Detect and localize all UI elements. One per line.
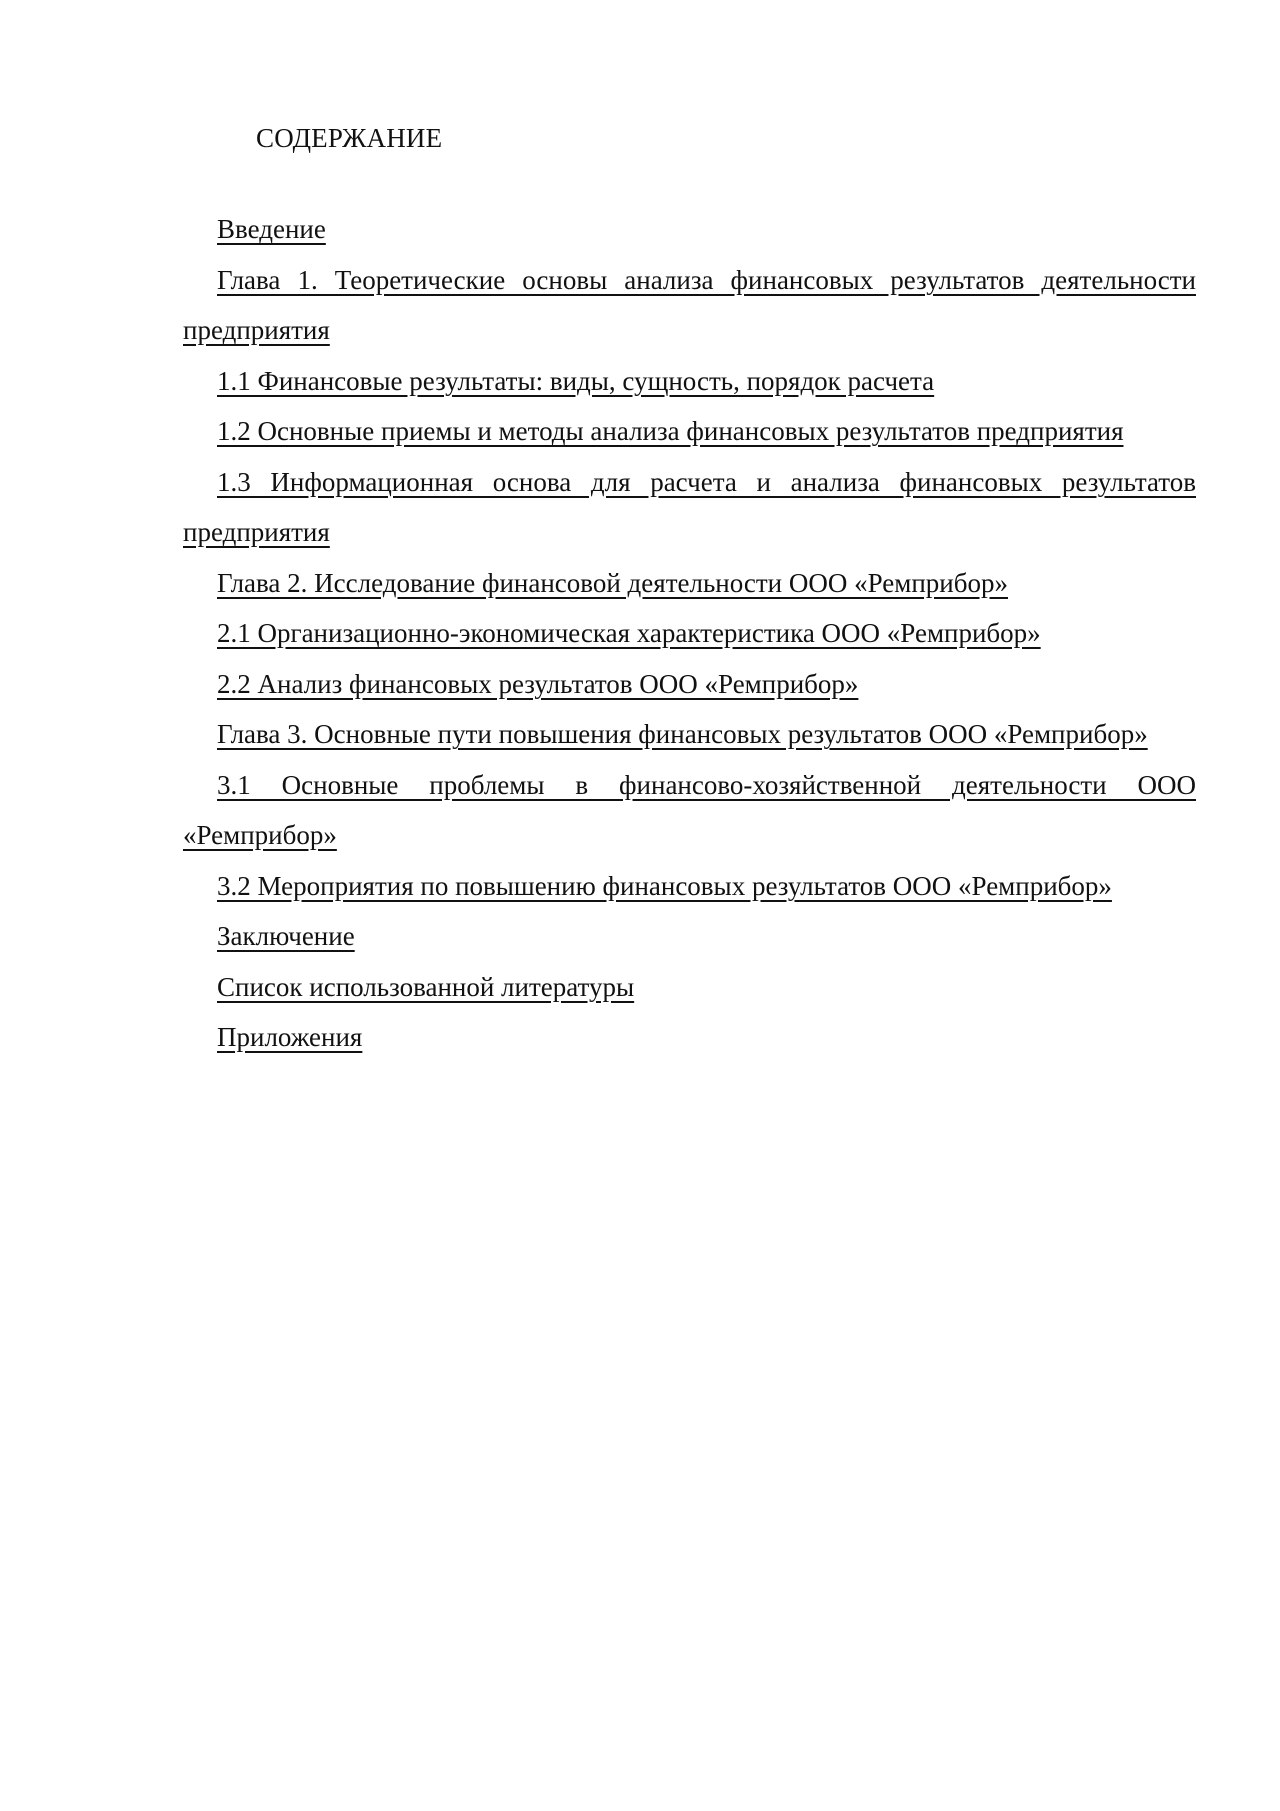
table-of-contents — [183, 204, 1196, 1063]
toc-item-introduction — [183, 204, 1196, 255]
toc-item-conclusion — [183, 911, 1196, 962]
toc-link-conclusion[interactable]: Заключение — [217, 921, 355, 951]
toc-link-introduction[interactable]: Введение — [217, 214, 326, 244]
toc-link-appendices[interactable]: Приложения — [217, 1022, 363, 1052]
toc-item-section-1-3 — [183, 457, 1196, 558]
toc-title: СОДЕРЖАНИЕ — [256, 123, 443, 153]
toc-link-section-2-2[interactable]: 2.2 Анализ финансовых результатов ООО «Ремприбор» — [217, 668, 859, 699]
toc-item-section-3-1 — [183, 760, 1196, 861]
toc-link-section-3-2[interactable]: 3.2 Мероприятия по повышению финансовых результатов ООО «Ремприбор» — [217, 870, 1112, 901]
toc-item-section-2-1 — [183, 608, 1196, 659]
toc-link-section-1-1[interactable]: 1.1 Финансовые результаты: виды, сущность, порядок расчета — [217, 365, 935, 396]
toc-link-references[interactable]: Список использованной литературы — [217, 971, 635, 1002]
toc-link-chapter-2[interactable]: Глава 2. Исследование финансовой деятельности ООО «Ремприбор» — [217, 567, 1008, 598]
toc-item-references — [183, 962, 1196, 1013]
toc-link-section-1-3[interactable]: 1.3 Информационная основа для расчета и анализа финансовых результатов предприятия — [183, 466, 1196, 547]
toc-item-section-3-2 — [183, 861, 1196, 912]
toc-link-chapter-3[interactable]: Глава 3. Основные пути повышения финансовых результатов ООО «Ремприбор» — [217, 719, 1148, 749]
toc-item-chapter-1 — [183, 255, 1196, 356]
toc-link-section-2-1[interactable]: 2.1 Организационно-экономическая характеристика ООО «Ремприбор» — [217, 618, 1041, 648]
toc-link-section-3-1[interactable]: 3.1 Основные проблемы в финансово-хозяйственной деятельности ООО «Ремприбор» — [183, 769, 1196, 850]
toc-item-section-1-1 — [183, 356, 1196, 407]
toc-link-section-1-2[interactable]: 1.2 Основные приемы и методы анализа финансовых результатов предприятия — [217, 416, 1124, 446]
toc-item-section-2-2 — [183, 659, 1196, 710]
toc-item-appendices — [183, 1012, 1196, 1063]
toc-item-chapter-3 — [183, 709, 1196, 760]
toc-item-section-1-2 — [183, 406, 1196, 457]
toc-item-chapter-2 — [183, 558, 1196, 609]
toc-link-chapter-1[interactable]: Глава 1. Теоретические основы анализа финансовых результатов деятельности предприятия — [183, 264, 1196, 345]
